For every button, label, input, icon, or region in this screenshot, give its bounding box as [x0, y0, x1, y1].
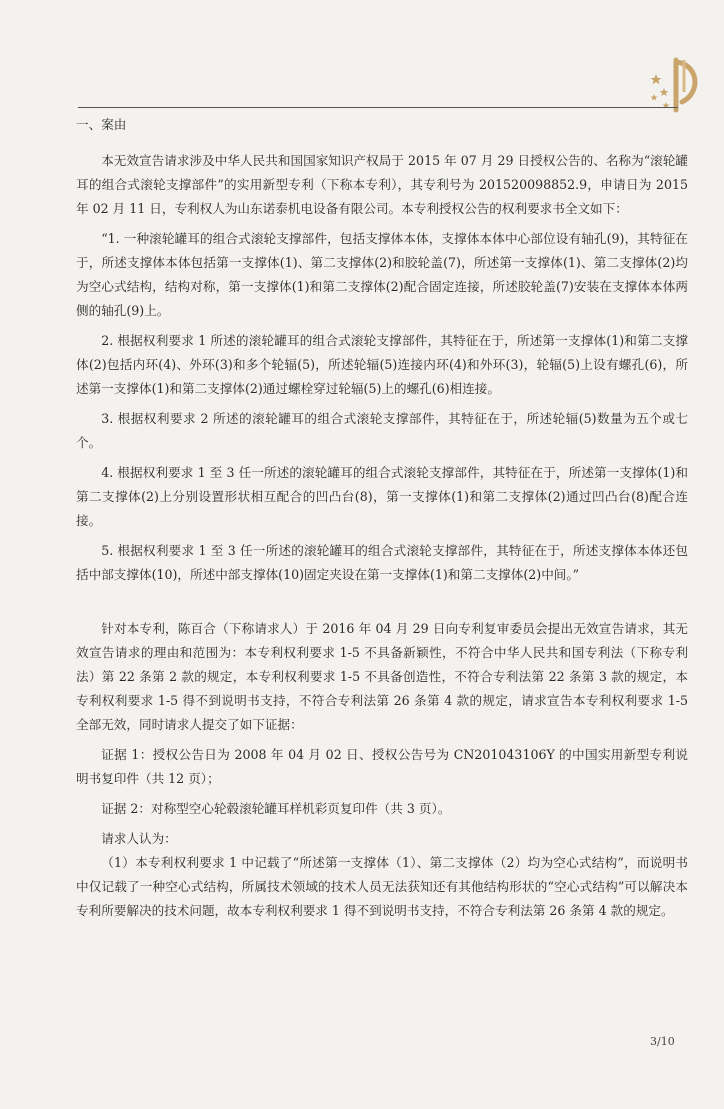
claim-4: 4. 根据权利要求 1 至 3 任一所述的滚轮罐耳的组合式滚轮支撑部件，其特征在于，所述第一支撑体(1)和第二支撑体(2)上分别设置形状相互配合的凹凸台(8)，第一支撑体(1)和第二支撑体(2)通过凹凸台(8)配合连接。 — [76, 465, 688, 528]
evidence-2: 证据 2：对称型空心轮毂滚轮罐耳样机彩页复印件（共 3 页）。 — [101, 801, 451, 816]
argument-1: （1）本专利权利要求 1 中记载了“所述第一支撑体（1）、第二支撑体（2）均为空心式结构”，而说明书中仅记载了一种空心式结构，所属技术领域的技术人员无法获知还有其他结构形状的“空心式结构”可以解决本专利所要解决的技术问题，故本专利权利要求 1 得不到说明书支持，不符合专利法第 26 条第 4 款的规定。 — [76, 855, 688, 918]
claim-2: 2. 根据权利要求 1 所述的滚轮罐耳的组合式滚轮支撑部件，其特征在于，所述第一支撑体(1)和第二支撑体(2)包括内环(4)、外环(3)和多个轮辐(5)，所述轮辐(5)连接内环(4)和外环(3)，轮辐(5)上设有螺孔(6)，所述第一支撑体(1)和第二支撑体(2)通过螺栓穿过轮辐(5)上的螺孔(6)相连接。 — [76, 333, 688, 396]
intro-paragraph: 本无效宣告请求涉及中华人民共和国国家知识产权局于 2015 年 07 月 29 日授权公告的、名称为“滚轮罐耳的组合式滚轮支撑部件”的实用新型专利（下称本专利），其专利号为 201520098852.9，申请日为 2015 年 02 月 11 日，专利权人为山东诺泰机电设备有限公司。本专利授权公告的权利要求书全文如下： — [76, 153, 688, 216]
claim-5: 5. 根据权利要求 1 至 3 任一所述的滚轮罐耳的组合式滚轮支撑部件，其特征在于，所述支撑体本体还包括中部支撑体(10)，所述中部支撑体(10)固定夹设在第一支撑体(1)和第二支撑体(2)中间。” — [76, 543, 688, 582]
page-number: 3/10 — [650, 1035, 675, 1048]
claim-1: “1. 一种滚轮罐耳的组合式滚轮支撑部件，包括支撑体本体，支撑体本体中心部位设有轴孔(9)，其特征在于，所述支撑体本体包括第一支撑体(1)、第二支撑体(2)和胶轮盖(7)，所述第一支撑体(1)、第二支撑体(2)均为空心式结构，结构对称，第一支撑体(1)和第二支撑体(2)配合固定连接，所述胶轮盖(7)安装在支撑体本体两侧的轴孔(9)上。 — [76, 231, 688, 318]
cnipa-star-logo-icon — [646, 52, 708, 114]
claim-3: 3. 根据权利要求 2 所述的滚轮罐耳的组合式滚轮支撑部件，其特征在于，所述轮辐(5)数量为五个或七个。 — [76, 411, 688, 450]
evidence-1: 证据 1：授权公告日为 2008 年 04 月 02 日、授权公告号为 CN201043106Y 的中国实用新型专利说明书复印件（共 12 页）； — [76, 747, 688, 786]
request-paragraph: 针对本专利，陈百合（下称请求人）于 2016 年 04 月 29 日向专利复审委员会提出无效宣告请求，其无效宣告请求的理由和范围为：本专利权利要求 1-5 不具备新颖性，不符合中华人民共和国专利法（下称专利法）第 22 条第 2 款的规定，本专利权利要求 1-5 不具备创造性，不符合专利法第 22 条第 3 款的规定，本专利权利要求 1-5 得不到说明书支持，不符合专利法第 26 条第 4 款的规定，请求宣告本专利权利要求 1-5 全部无效，同时请求人提交了如下证据： — [76, 621, 688, 732]
section-title: 一、案由 — [76, 117, 127, 132]
document-body — [76, 113, 688, 923]
requester-says: 请求人认为： — [101, 831, 177, 846]
header-rule — [78, 107, 678, 108]
